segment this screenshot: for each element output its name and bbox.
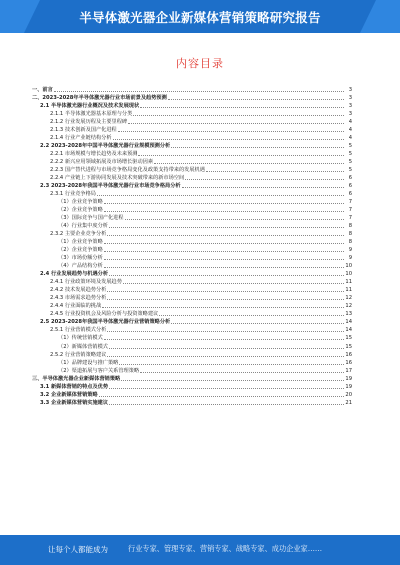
toc-entry-title: 2.1.2 行业发展历程及主要里程碑 [50,119,128,126]
toc-leader-dots [119,361,344,365]
toc-leader-dots [104,256,344,260]
toc-entry-page: 14 [345,319,352,326]
toc-entry-title: 2.5.1 行业营销模式分析 [50,327,107,334]
toc-entry[interactable] [32,391,352,399]
toc-entry-title: 2.4 行业发展趋势与机遇分析 [40,271,109,278]
toc-leader-dots [99,393,344,397]
toc-entry-title: 2.4.2 技术发展趋势分析 [50,287,107,294]
toc-entry[interactable] [32,222,352,230]
toc-leader-dots [118,128,344,132]
toc-leader-dots [109,272,344,276]
toc-entry-page: 17 [345,367,352,374]
toc-entry-title: 2.2.3 国产替代进程与市场竞争格局变化及政策支持带来的发展机遇 [50,167,205,174]
toc-entry-title: （1）企业竞争策略 [58,239,103,246]
toc-entry-title: 2.2 2023-2028年中国半导体激光器行业规模预测分析 [40,143,171,150]
toc-entry[interactable] [32,326,352,334]
toc-leader-dots [154,160,344,164]
toc-entry[interactable] [32,126,352,134]
toc-entry-page: 5 [348,159,352,166]
toc-entry-page: 8 [348,223,352,230]
report-title: 半导体激光器企业新媒体营销策略研究报告 [79,10,321,25]
toc-entry-title: （1）品牌建设与推广策略 [58,359,119,366]
toc-entry[interactable] [32,190,352,198]
toc-entry-title: 3.1 新媒体营销的特点及优势 [40,383,109,390]
toc-entry-page: 21 [345,399,352,406]
toc-leader-dots [104,248,344,252]
toc-entry-page: 8 [348,239,352,246]
toc-entry-title: 2.3.2 主要企业竞争分析 [50,231,107,238]
toc-leader-dots [140,104,344,108]
toc-entry-page: 7 [348,199,352,206]
toc-entry[interactable] [32,142,352,150]
toc-leader-dots [109,385,344,389]
toc-leader-dots [54,88,344,92]
toc-entry-page: 5 [348,151,352,158]
toc-leader-dots [121,377,344,381]
toc-leader-dots [97,192,344,196]
toc-entry-page: 3 [348,95,352,102]
toc-leader-dots [182,184,344,188]
toc-entry[interactable] [32,102,352,110]
toc-entry-page: 13 [345,311,352,318]
toc-entry-page: 4 [348,119,352,126]
toc-entry[interactable] [32,302,352,310]
toc-entry-title: （4）行业集中度分析 [58,223,108,230]
toc-leader-dots [168,96,344,100]
toc-entry-page: 11 [345,287,352,294]
toc-leader-dots [206,168,344,172]
toc-entry-title: 2.4.1 行业政策环境及发展趋势 [50,279,122,286]
toc-entry[interactable] [32,399,352,407]
toc-entry-title: 2.4.5 行业投资机会及风险分析与投资策略建议 [50,311,159,318]
toc-entry[interactable] [32,246,352,254]
toc-leader-dots [104,200,344,204]
toc-entry[interactable] [32,94,352,102]
toc-entry-page: 16 [345,359,352,366]
toc-entry-page: 12 [345,295,352,302]
toc-entry[interactable] [32,375,352,383]
toc-entry[interactable] [32,254,352,262]
page-header [0,0,400,33]
toc-entry-page: 19 [345,383,352,390]
toc-entry-title: 2.2.4 产业链上下游协同发展及技术突破带来的新市场空间 [50,175,185,182]
toc-entry[interactable] [32,310,352,318]
toc-entry[interactable] [32,367,352,375]
toc-entry[interactable] [32,351,352,359]
toc-leader-dots [185,176,344,180]
footer-roles: 行业专家、管理专家、营销专家、战略专家、成功企业家…… [128,544,323,553]
toc-leader-dots [104,240,344,244]
toc-entry[interactable] [32,318,352,326]
toc-entry-title: （2）企业竞争策略 [58,207,103,214]
toc-entry-title: （1）企业竞争策略 [58,199,103,206]
footer-slogan: 让每个人都能成为 [48,545,108,554]
toc-entry-title: （3）市场份额分析 [58,255,103,262]
toc-leader-dots [107,232,344,236]
toc-heading: 内容目录 [176,57,224,70]
toc-entry-page: 8 [348,231,352,238]
toc-entry-title: 2.1 半导体激光器行业概况及技术发展现状 [40,103,140,110]
table-of-contents [32,86,352,407]
toc-leader-dots [140,369,344,373]
toc-entry[interactable] [32,214,352,222]
toc-entry-title: 2.2.2 新兴应用领域拓展及市场增长驱动因素 [50,159,154,166]
toc-entry-title: 2.2.1 市场规模与增长趋势及未来预测 [50,151,138,158]
toc-entry-page: 9 [348,255,352,262]
toc-entry-page: 6 [348,175,352,182]
toc-entry-page: 5 [348,167,352,174]
toc-leader-dots [125,216,344,220]
toc-leader-dots [171,320,344,324]
toc-entry-title: 三、半导体激光器企业新媒体营销策略 [32,375,121,382]
toc-entry[interactable] [32,182,352,190]
toc-entry-page: 3 [348,111,352,118]
toc-entry[interactable] [32,86,352,94]
toc-leader-dots [107,353,344,357]
toc-leader-dots [123,280,344,284]
toc-entry-title: 2.3 2023-2028年我国半导体激光器行业市场竞争格局分析 [40,183,181,190]
toc-entry-page: 6 [348,191,352,198]
toc-entry-title: 3.2 企业新媒体营销策略 [40,391,98,398]
toc-entry-title: 2.3.1 行业竞争格局 [50,191,96,198]
toc-entry-page: 9 [348,247,352,254]
toc-leader-dots [104,336,344,340]
toc-entry-page: 10 [345,271,352,278]
toc-entry-page: 12 [345,303,352,310]
toc-entry[interactable] [32,110,352,118]
toc-entry-title: （2）企业竞争策略 [58,247,103,254]
toc-leader-dots [104,208,344,212]
toc-entry-page: 14 [345,327,352,334]
toc-entry[interactable] [32,174,352,182]
toc-leader-dots [128,120,344,124]
toc-entry[interactable] [32,166,352,174]
page-footer [0,535,400,565]
toc-entry[interactable] [32,206,352,214]
toc-entry[interactable] [32,238,352,246]
toc-entry[interactable] [32,334,352,342]
toc-entry[interactable] [32,262,352,270]
toc-entry[interactable] [32,198,352,206]
toc-entry-page: 6 [348,183,352,190]
toc-entry[interactable] [32,158,352,166]
toc-entry-page: 7 [348,215,352,222]
toc-entry-page: 7 [348,207,352,214]
toc-entry-title: 2.5 2023-2028年我国半导体激光器行业营销策略分析 [40,319,171,326]
toc-entry-page: 4 [348,135,352,142]
toc-entry-page: 19 [345,375,352,382]
toc-entry-title: 二、2023-2028年半导体激光器行业市场前景及趋势预测 [32,95,167,102]
toc-entry-title: （4）产品结构分析 [58,263,103,270]
toc-entry[interactable] [32,118,352,126]
toc-entry-page: 4 [348,127,352,134]
toc-leader-dots [138,152,344,156]
toc-entry[interactable] [32,359,352,367]
toc-entry-title: 2.1.4 行业产业链结构分析 [50,135,112,142]
toc-entry-title: （1）传统营销模式 [58,335,103,342]
toc-leader-dots [107,288,344,292]
toc-entry-page: 11 [345,279,352,286]
toc-entry-title: 2.4.3 市场需求趋势分析 [50,295,107,302]
toc-entry-page: 15 [345,343,352,350]
toc-entry[interactable] [32,150,352,158]
toc-entry[interactable] [32,230,352,238]
toc-leader-dots [159,312,344,316]
toc-entry[interactable] [32,270,352,278]
toc-entry-page: 10 [345,263,352,270]
toc-entry-title: 3.3 企业新媒体营销实施建议 [40,399,109,406]
toc-entry[interactable] [32,278,352,286]
toc-entry-page: 3 [348,103,352,110]
toc-leader-dots [107,296,344,300]
toc-leader-dots [102,304,344,308]
toc-entry-page: 3 [348,87,352,93]
toc-entry-title: 2.4.4 行业面临的挑战 [50,303,102,310]
toc-entry[interactable] [32,294,352,302]
toc-leader-dots [109,224,344,228]
toc-entry-page: 20 [345,391,352,398]
toc-entry-page: 16 [345,351,352,358]
toc-entry-title: 一、前言 [32,87,53,93]
toc-leader-dots [113,136,344,140]
toc-leader-dots [133,112,344,116]
toc-entry-page: 5 [348,143,352,150]
toc-leader-dots [107,328,344,332]
toc-entry-page: 15 [345,335,352,342]
toc-entry-title: 2.1.3 技术创新及国产化进程 [50,127,117,134]
toc-leader-dots [171,144,344,148]
toc-entry[interactable] [32,134,352,142]
toc-entry[interactable] [32,383,352,391]
toc-entry[interactable] [32,286,352,294]
toc-entry-title: （2）渠道拓展与客户关系管理策略 [58,367,140,374]
toc-leader-dots [109,345,344,349]
toc-leader-dots [109,401,344,405]
toc-entry-title: 2.1.1 半导体激光器基本原理与分类 [50,111,133,118]
toc-entry-title: 2.5.2 行业营销策略建议 [50,351,107,358]
toc-entry[interactable] [32,343,352,351]
toc-leader-dots [104,264,344,268]
toc-entry-title: （3）国际竞争与国产化进程 [58,215,124,222]
toc-entry-title: （2）新媒体营销模式 [58,343,108,350]
